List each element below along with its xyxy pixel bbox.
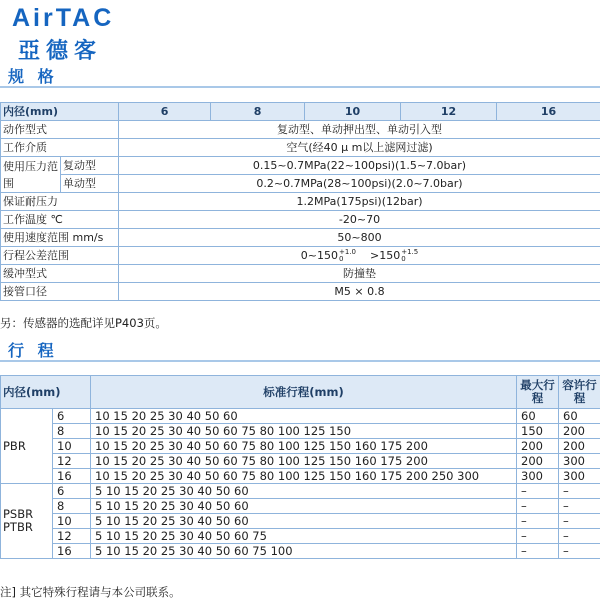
max-stroke-cell: 200 xyxy=(517,439,559,454)
spec-row-value: 防撞垫 xyxy=(119,265,600,283)
spec-size-header: 8 xyxy=(211,103,305,121)
stroke-standard-header: 标准行程(mm) xyxy=(91,376,517,409)
bore-cell: 8 xyxy=(53,424,91,439)
stroke-table xyxy=(0,375,600,559)
spec-row xyxy=(1,139,600,157)
stroke-header-row xyxy=(1,376,600,409)
spec-row xyxy=(1,283,600,301)
strokes-cell: 10 15 20 25 30 40 50 60 xyxy=(91,409,517,424)
spec-size-header: 6 xyxy=(119,103,211,121)
allow-stroke-cell: – xyxy=(559,529,600,544)
spec-size-header: 12 xyxy=(401,103,497,121)
bore-cell: 10 xyxy=(53,439,91,454)
table-row xyxy=(1,499,600,514)
tolerance-1-upper: +1.0 xyxy=(339,248,357,256)
spec-row-label: 工作介质 xyxy=(1,139,119,157)
tolerance-range-1: 0~150 xyxy=(300,249,339,262)
brand-logo: AirTAC xyxy=(12,4,115,32)
spec-row-label: 保证耐压力 xyxy=(1,193,119,211)
spec-row xyxy=(1,175,600,193)
spec-row-value: -20~70 xyxy=(119,211,600,229)
stroke-section-title: 行 程 xyxy=(8,341,58,360)
tolerance-2-upper: +1.5 xyxy=(401,248,419,256)
allow-stroke-cell: 300 xyxy=(559,454,600,469)
spec-row xyxy=(1,229,600,247)
strokes-cell: 5 10 15 20 25 30 40 50 60 75 100 xyxy=(91,544,517,559)
max-stroke-cell: – xyxy=(517,529,559,544)
spec-row-value: 复动型、单动押出型、单动引入型 xyxy=(119,121,600,139)
table-row xyxy=(1,529,600,544)
spec-table xyxy=(0,102,600,301)
brand-chinese-name: 亞德客 xyxy=(18,39,103,64)
max-stroke-cell: – xyxy=(517,544,559,559)
spec-size-header: 16 xyxy=(497,103,600,121)
spec-row-value: M5 × 0.8 xyxy=(119,283,600,301)
allow-stroke-cell: 200 xyxy=(559,439,600,454)
tolerance-2-limits xyxy=(401,249,418,263)
table-row xyxy=(1,439,600,454)
spec-row-value: 空气(经40 μ m以上滤网过滤) xyxy=(119,139,600,157)
strokes-cell: 5 10 15 20 25 30 40 50 60 xyxy=(91,514,517,529)
spec-row-label: 动作型式 xyxy=(1,121,119,139)
spec-note: 另：传感器的选配详见P403页。 xyxy=(0,316,167,330)
allow-stroke-cell: 200 xyxy=(559,424,600,439)
bore-cell: 12 xyxy=(53,529,91,544)
model-label-psbr-ptbr: PSBR PTBR xyxy=(1,484,53,559)
spec-row-label: 行程公差范围 xyxy=(1,247,119,265)
max-stroke-cell: – xyxy=(517,484,559,499)
bore-cell: 6 xyxy=(53,409,91,424)
spec-row-label: 单动型 xyxy=(61,175,119,193)
max-stroke-cell: 150 xyxy=(517,424,559,439)
strokes-cell: 5 10 15 20 25 30 40 50 60 xyxy=(91,484,517,499)
strokes-cell: 10 15 20 25 30 40 50 60 75 80 100 125 150 160 175 200 xyxy=(91,439,517,454)
spec-row-label: 接管口径 xyxy=(1,283,119,301)
allow-stroke-cell: – xyxy=(559,544,600,559)
table-row xyxy=(1,409,600,424)
allow-stroke-cell: – xyxy=(559,499,600,514)
spec-row-value: 0.15~0.7MPa(22~100psi)(1.5~7.0bar) xyxy=(119,157,600,175)
spec-row xyxy=(1,193,600,211)
spec-row-label: 使用速度范围 mm/s xyxy=(1,229,119,247)
allow-stroke-cell: – xyxy=(559,514,600,529)
bore-cell: 6 xyxy=(53,484,91,499)
bore-cell: 16 xyxy=(53,469,91,484)
table-row xyxy=(1,484,600,499)
spec-row xyxy=(1,265,600,283)
strokes-cell: 5 10 15 20 25 30 40 50 60 75 xyxy=(91,529,517,544)
bore-cell: 10 xyxy=(53,514,91,529)
table-row xyxy=(1,514,600,529)
tolerance-1-lower: 0 xyxy=(339,255,344,263)
allow-stroke-cell: 300 xyxy=(559,469,600,484)
stroke-allow-header: 容许行程 xyxy=(559,376,600,409)
table-row xyxy=(1,469,600,484)
stroke-bore-header: 内径(mm) xyxy=(1,376,91,409)
table-row xyxy=(1,454,600,469)
max-stroke-cell: – xyxy=(517,514,559,529)
table-row xyxy=(1,424,600,439)
spec-row xyxy=(1,247,600,265)
spec-row-value: 50~800 xyxy=(119,229,600,247)
bore-cell: 16 xyxy=(53,544,91,559)
spec-row-label: 缓冲型式 xyxy=(1,265,119,283)
spec-bore-header: 内径(mm) xyxy=(1,103,119,121)
stroke-section-divider xyxy=(0,360,600,362)
max-stroke-cell: – xyxy=(517,499,559,514)
allow-stroke-cell: – xyxy=(559,484,600,499)
spec-size-header: 10 xyxy=(305,103,401,121)
allow-stroke-cell: 60 xyxy=(559,409,600,424)
tolerance-range-2: >150 xyxy=(370,249,401,262)
tolerance-1-limits xyxy=(339,249,356,263)
spec-section-divider xyxy=(0,86,600,88)
spec-row-label: 复动型 xyxy=(61,157,119,175)
stroke-max-header: 最大行程 xyxy=(517,376,559,409)
table-row xyxy=(1,544,600,559)
bore-cell: 12 xyxy=(53,454,91,469)
tolerance-2-lower: 0 xyxy=(401,255,406,263)
spec-row-label: 工作温度 ℃ xyxy=(1,211,119,229)
strokes-cell: 10 15 20 25 30 40 50 60 75 80 100 125 150 160 175 200 xyxy=(91,454,517,469)
spec-section-title: 规 格 xyxy=(8,67,58,86)
spec-header-row xyxy=(1,103,600,121)
stroke-note: 注] 其它特殊行程请与本公司联系。 xyxy=(0,585,181,599)
bore-cell: 8 xyxy=(53,499,91,514)
model-label-pbr: PBR xyxy=(1,409,53,484)
strokes-cell: 10 15 20 25 30 40 50 60 75 80 100 125 150 xyxy=(91,424,517,439)
max-stroke-cell: 200 xyxy=(517,454,559,469)
spec-row-value: 1.2MPa(175psi)(12bar) xyxy=(119,193,600,211)
strokes-cell: 10 15 20 25 30 40 50 60 75 80 100 125 150 160 175 200 250 300 xyxy=(91,469,517,484)
spec-row xyxy=(1,121,600,139)
strokes-cell: 5 10 15 20 25 30 40 50 60 xyxy=(91,499,517,514)
spec-row xyxy=(1,211,600,229)
spec-group-label: 使用压力范围 xyxy=(1,157,61,193)
max-stroke-cell: 300 xyxy=(517,469,559,484)
max-stroke-cell: 60 xyxy=(517,409,559,424)
stroke-tolerance-value xyxy=(119,247,600,265)
spec-row-value: 0.2~0.7MPa(28~100psi)(2.0~7.0bar) xyxy=(119,175,600,193)
spec-row xyxy=(1,157,600,175)
